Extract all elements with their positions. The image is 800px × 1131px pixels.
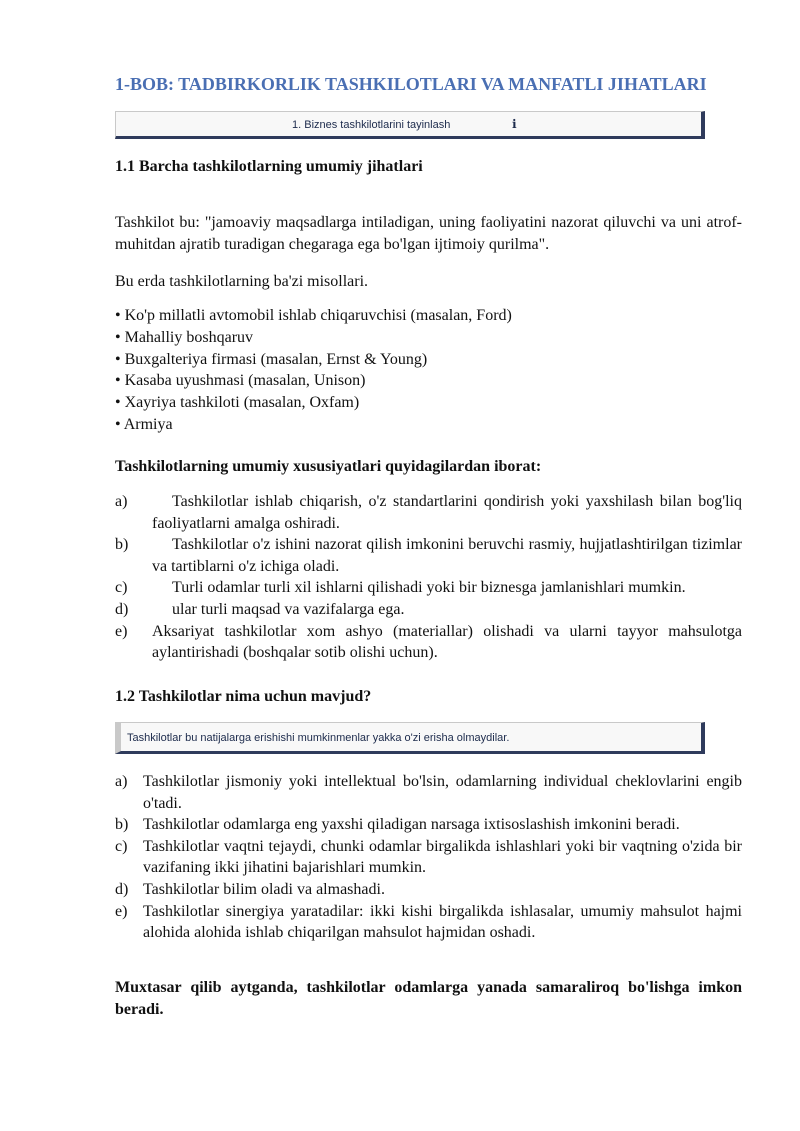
list-marker: d): [115, 600, 129, 618]
list-item-text: ular turli maqsad va vazifalarga ega.: [172, 600, 405, 618]
list-marker: a): [115, 773, 128, 790]
examples-list: [115, 305, 512, 436]
features-list: [115, 491, 742, 664]
list-item: [115, 836, 742, 879]
banner-text: Tashkilotlar bu natijalarga erishishi mumkinmenlar yakka o'zi erisha olmaydilar.: [127, 732, 510, 744]
list-item: • Buxgalteriya firmasi (masalan, Ernst & Young): [115, 350, 428, 368]
list-item: • Xayriya tashkiloti (masalan, Oxfam): [115, 394, 360, 412]
list-item: • Ko'p millatli avtomobil ishlab chiqaruvchisi (masalan, Ford): [115, 307, 512, 324]
chapter-title: 1-BOB: TADBIRKORLIK TASHKILOTLARI VA MANFATLI JIHATLARI: [115, 74, 707, 94]
list-item: [115, 599, 742, 621]
list-item-text: Tashkilotlar odamlarga eng yaxshi qiladigan narsaga ixtisoslashish imkonini beradi.: [143, 816, 680, 834]
list-item: [115, 577, 742, 599]
section-heading-1-2: 1.2 Tashkilotlar nima uchun mavjud?: [115, 688, 372, 705]
list-marker: a): [115, 493, 128, 510]
list-item: [115, 491, 742, 534]
list-item-text: Aksariyat tashkilotlar xom ashyo (materiallar) olishadi va ularni tayyor mahsulotga aylantirishadi (boshqalar sotib olishi uchun).: [152, 622, 742, 662]
list-marker: e): [115, 902, 128, 920]
conclusion-paragraph: Muxtasar qilib aytganda, tashkilotlar odamlarga yanada samaraliroq bo'lishga imkon beradi.: [115, 979, 742, 1018]
list-marker: c): [115, 837, 128, 855]
list-item: • Kasaba uyushmasi (masalan, Unison): [115, 372, 366, 390]
section-heading-1-1: 1.1 Barcha tashkilotlarning umumiy jihatlari: [115, 158, 423, 175]
list-item: • Mahalliy boshqaruv: [115, 328, 254, 346]
list-item: [115, 814, 742, 836]
list-item-text: Tashkilotlar ishlab chiqarish, o'z standartlarini qondirish yoki yaxshilash bilan bog'liq faoliyatlarni amalga oshiradi.: [152, 493, 742, 532]
list-item-text: Tashkilotlar jismoniy yoki intellektual bo'lsin, odamlarning individual cheklovlarini engib o'tadi.: [143, 773, 742, 812]
examples-intro: Bu erda tashkilotlarning ba'zi misollari.: [115, 273, 369, 290]
banner-business-organizations: [115, 111, 705, 139]
list-item: [115, 534, 742, 577]
definition-paragraph: Tashkilot bu: "jamoaviy maqsadlarga intiladigan, uning faoliyatini nazorat qiluvchi va uni atrof-muhitdan ajratib turadigan chegaraga ega bo'lgan ijtimoiy qurilma".: [115, 214, 742, 253]
list-marker: e): [115, 622, 128, 640]
list-marker: d): [115, 880, 129, 898]
list-item: [115, 621, 742, 664]
list-marker: b): [115, 536, 129, 554]
list-marker: c): [115, 579, 128, 597]
list-item-text: Turli odamlar turli xil ishlarni qilishadi yoki bir biznesga jamlanishlari mumkin.: [172, 579, 686, 597]
list-item-text: Tashkilotlar vaqtni tejaydi, chunki odamlar birgalikda ishlashlari yoki bir vaqtning o'zida bir vazifaning ikki jihatini bajarishlari mumkin.: [143, 837, 742, 877]
info-icon: ℹ: [512, 117, 517, 131]
banner-organizations-purpose: [115, 722, 705, 754]
list-item: [115, 901, 742, 944]
reasons-list: [115, 771, 742, 944]
list-item: • Armiya: [115, 415, 173, 433]
list-item-text: Tashkilotlar o'z ishini nazorat qilish imkonini beruvchi rasmiy, hujjatlashtirilgan tizimlar va tartiblarni o'z ichiga oladi.: [152, 536, 742, 575]
list-item: [115, 879, 742, 901]
list-item: [115, 771, 742, 814]
list-item-text: Tashkilotlar sinergiya yaratadilar: ikki kishi birgalikda ishlasalar, umumiy mahsulot hajmi alohida alohida ishlab chiqarilgan mahsulot hajmidan oshadi.: [143, 902, 742, 942]
features-heading: Tashkilotlarning umumiy xususiyatlari quyidagilardan iborat:: [115, 458, 542, 475]
list-marker: b): [115, 816, 129, 834]
list-item-text: Tashkilotlar bilim oladi va almashadi.: [143, 880, 385, 898]
banner-text: 1. Biznes tashkilotlarini tayinlash: [292, 119, 451, 131]
